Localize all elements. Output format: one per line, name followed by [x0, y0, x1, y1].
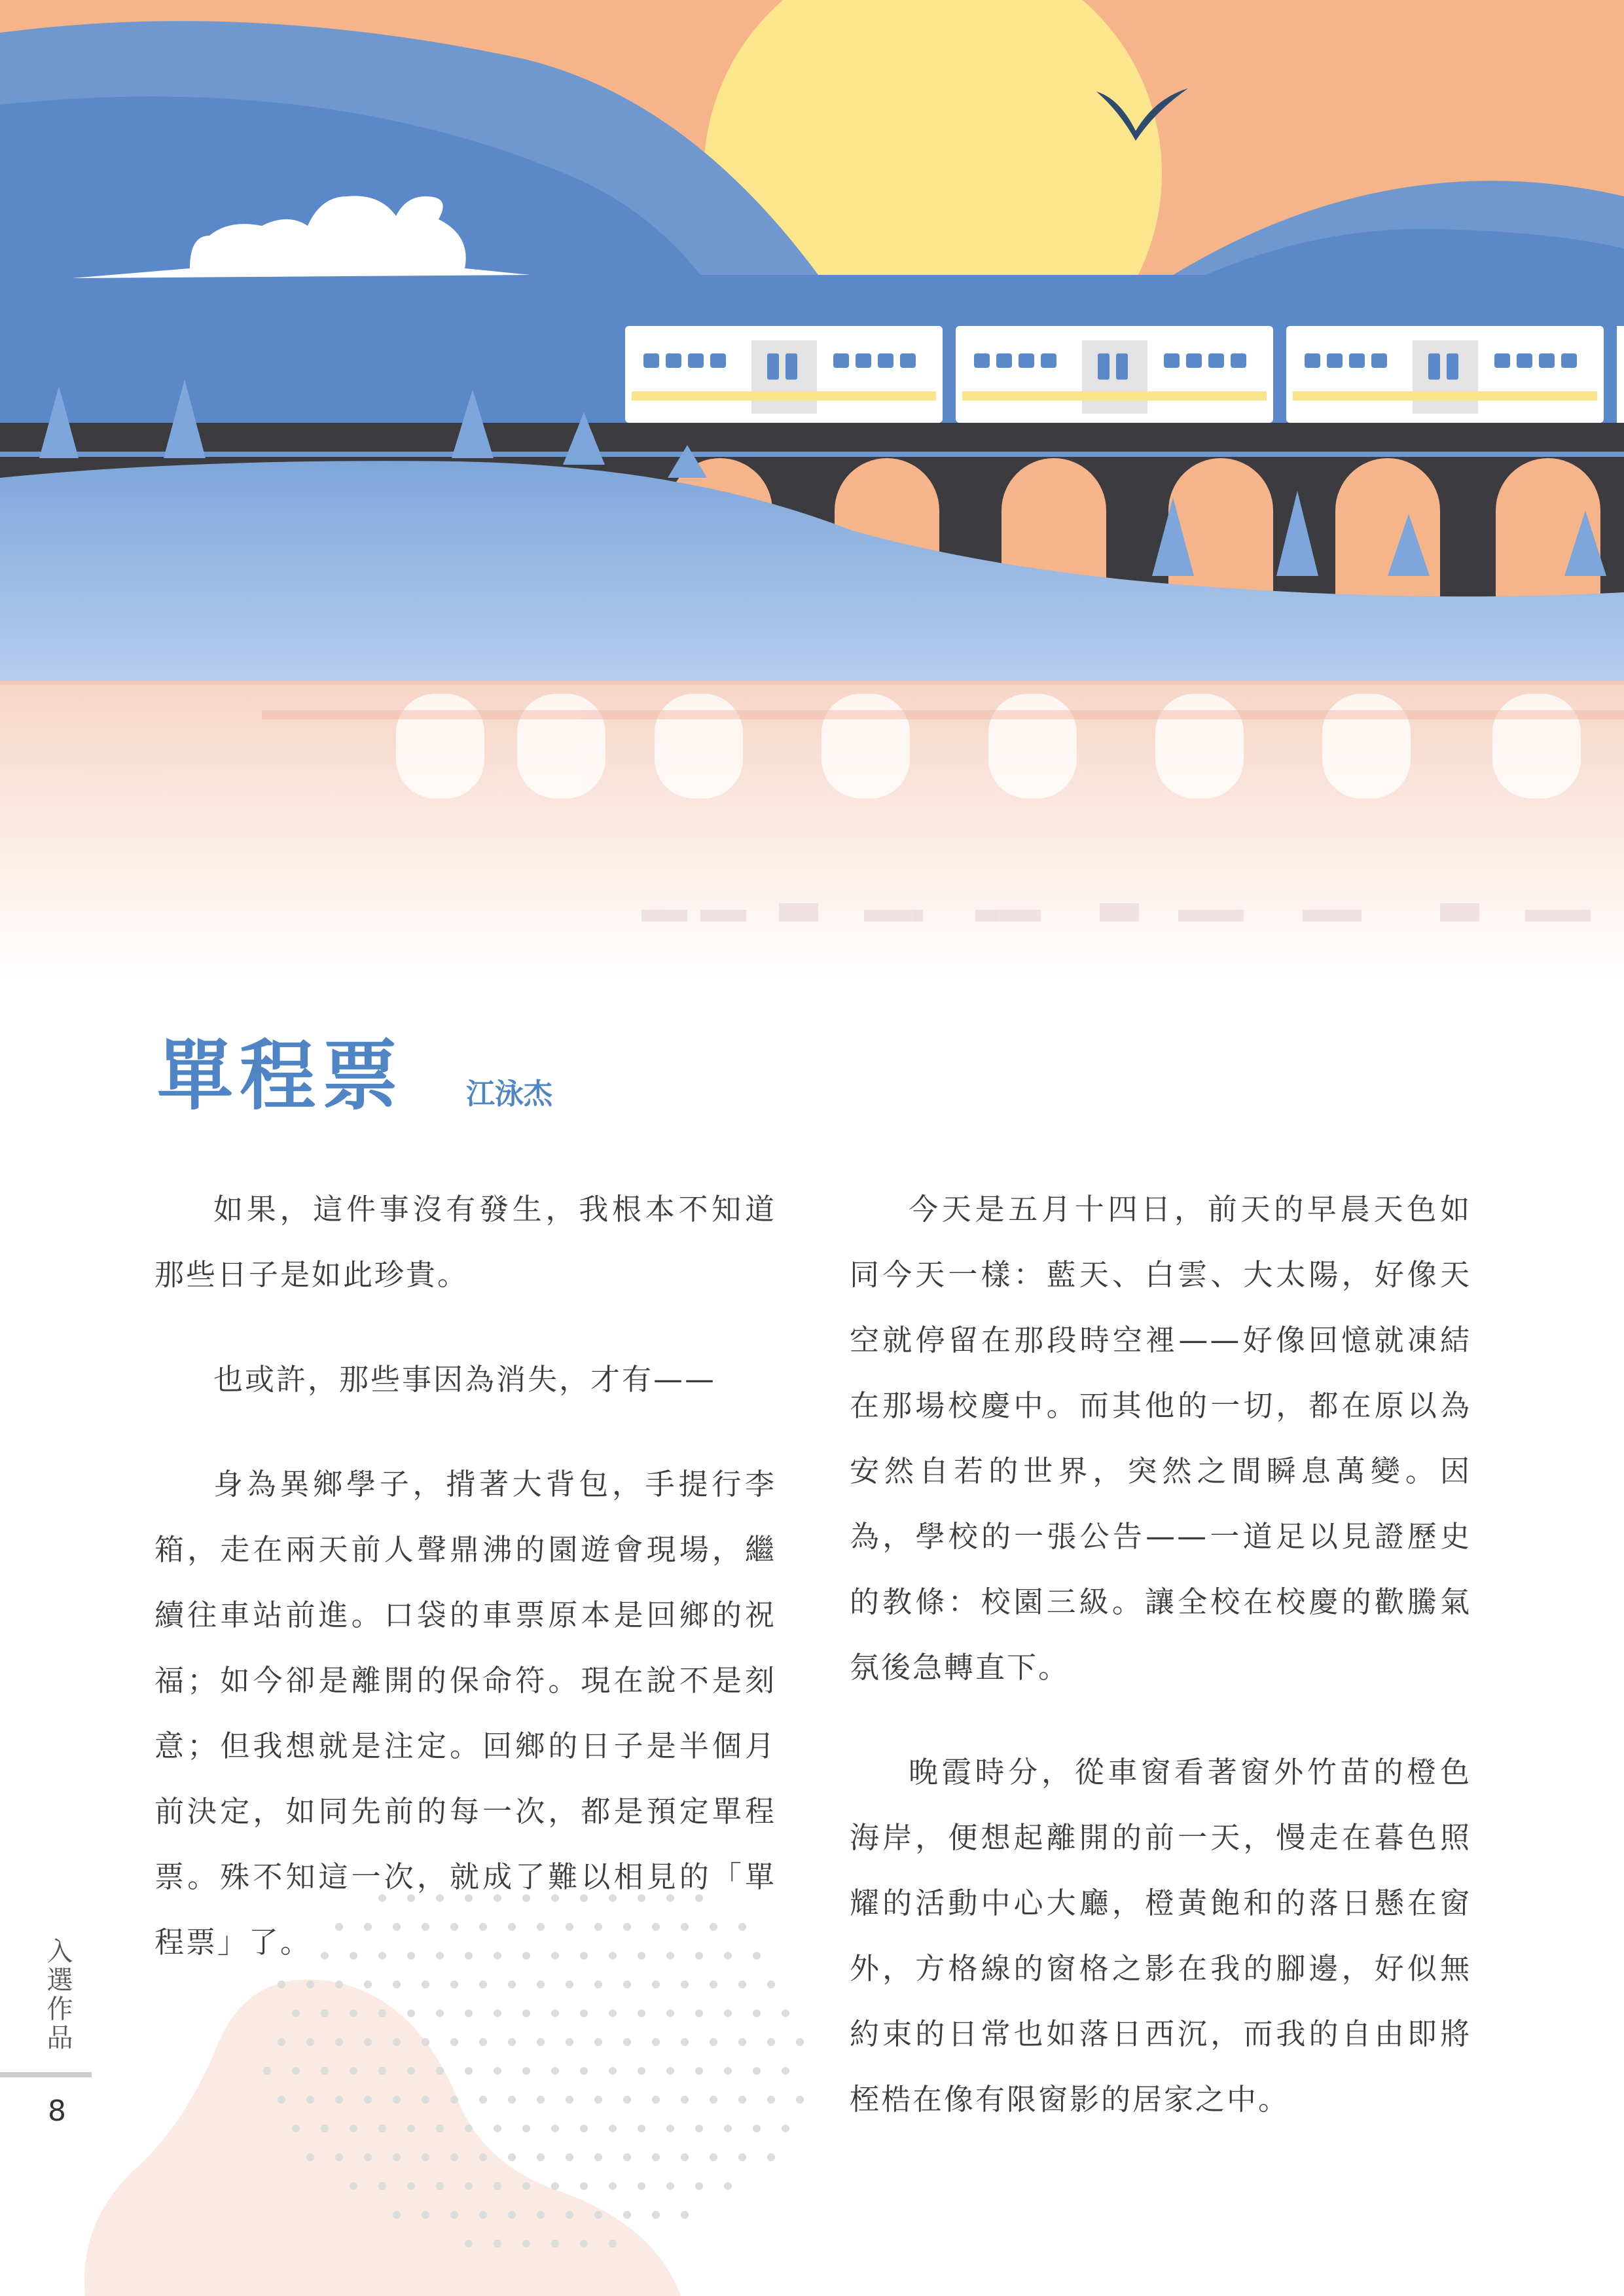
dot [724, 2182, 732, 2190]
dot [566, 2096, 573, 2104]
dot [479, 2211, 487, 2219]
dot [753, 2125, 761, 2132]
dot [278, 2096, 285, 2104]
dot [436, 2182, 444, 2190]
article-title: 單程票 [157, 1032, 405, 1121]
dot [695, 2067, 703, 2075]
paragraph: 身為異鄉學子，揹著大背包，手提行李箱，走在兩天前人聲鼎沸的園遊會現場，繼續往車站前進。口袋的車票原本是回鄉的祝福；如今卻是離開的保命符。現在說不是刻意；但我想就是注定。回鄉的日子是半個月前決定，如同先前的每一次，都是預定單程票。殊不知這一次，就成了難以相見的「單程票」了。 [154, 1467, 776, 1960]
paragraph: 也或許，那些事因為消失，才有—— [213, 1362, 717, 1397]
dot [609, 2182, 617, 2190]
dot [364, 2096, 372, 2104]
dot [537, 2153, 545, 2161]
dot [335, 2096, 343, 2104]
dot [422, 2038, 429, 2046]
dot [450, 2096, 458, 2104]
dot [594, 2096, 602, 2104]
section-label: 入選作品 [43, 1937, 73, 2053]
dot [422, 2211, 429, 2219]
dot [436, 2067, 444, 2075]
dot [594, 2153, 602, 2161]
dot [738, 2096, 746, 2104]
dot [767, 2153, 775, 2161]
dot [494, 2067, 501, 2075]
dot [479, 2038, 487, 2046]
dot [710, 2038, 717, 2046]
dot [580, 2240, 588, 2248]
dot [681, 2211, 689, 2219]
author-name: 江泳杰 [466, 1077, 552, 1111]
dot [594, 2038, 602, 2046]
dot [666, 2125, 674, 2132]
dot [465, 2125, 473, 2132]
dot [450, 2038, 458, 2046]
dot [350, 2182, 357, 2190]
dot [681, 2153, 689, 2161]
dot [623, 2096, 631, 2104]
dot [450, 2153, 458, 2161]
dot [666, 2182, 674, 2190]
dot [321, 2125, 329, 2132]
dot [350, 2125, 357, 2132]
dot [450, 2211, 458, 2219]
dot [479, 2096, 487, 2104]
dot [796, 2038, 804, 2046]
dot [306, 2096, 314, 2104]
dot [393, 2096, 401, 2104]
dot [623, 2038, 631, 2046]
dot [638, 2182, 645, 2190]
paragraph: 如果，這件事沒有發生，我根本不知道那些日子是如此珍貴。 [154, 1192, 776, 1292]
dot [364, 2153, 372, 2161]
page-number: 8 [48, 2094, 66, 2128]
dot [666, 2067, 674, 2075]
dot [522, 2067, 530, 2075]
dot [652, 2211, 660, 2219]
dot [537, 2038, 545, 2046]
dot [782, 2125, 789, 2132]
dot [638, 2125, 645, 2132]
dot [695, 2125, 703, 2132]
dot [364, 2038, 372, 2046]
dot [537, 2096, 545, 2104]
dot [494, 2182, 501, 2190]
dot [580, 2182, 588, 2190]
dot [378, 2067, 386, 2075]
dot [494, 2240, 501, 2248]
hero-illustration [0, 0, 1624, 982]
dot [782, 2009, 789, 2017]
dot [479, 2153, 487, 2161]
divider [0, 2072, 92, 2077]
dot [710, 2096, 717, 2104]
dot [551, 2125, 559, 2132]
dot [522, 2240, 530, 2248]
dot [681, 2038, 689, 2046]
train-illustration [625, 326, 1624, 423]
dot [321, 2067, 329, 2075]
dot [508, 2211, 516, 2219]
dot [306, 2153, 314, 2161]
dot [551, 2240, 559, 2248]
dot [753, 2067, 761, 2075]
dot [609, 2125, 617, 2132]
dot [522, 2125, 530, 2132]
dot [782, 2067, 789, 2075]
dot [508, 2038, 516, 2046]
right-column [850, 1177, 1471, 2172]
dot [638, 2067, 645, 2075]
dot [465, 2182, 473, 2190]
dot [566, 2038, 573, 2046]
dot [537, 2211, 545, 2219]
dot [508, 2153, 516, 2161]
dot [623, 2153, 631, 2161]
dot [292, 2125, 300, 2132]
dot [393, 2038, 401, 2046]
dot [393, 2211, 401, 2219]
dot [767, 2038, 775, 2046]
dot [710, 2153, 717, 2161]
dot [738, 2153, 746, 2161]
dot [407, 2182, 415, 2190]
dot [652, 2096, 660, 2104]
dot [436, 2125, 444, 2132]
dot [465, 2240, 473, 2248]
dot [681, 2096, 689, 2104]
dot [465, 2067, 473, 2075]
dot [407, 2067, 415, 2075]
dot [738, 2038, 746, 2046]
dot [522, 2182, 530, 2190]
dot [263, 2067, 271, 2075]
dot [609, 2067, 617, 2075]
dot [551, 2182, 559, 2190]
dot [580, 2125, 588, 2132]
dot [652, 2038, 660, 2046]
dot [422, 2096, 429, 2104]
dot [580, 2067, 588, 2075]
dot [508, 2096, 516, 2104]
dot [724, 2067, 732, 2075]
dot [551, 2067, 559, 2075]
paragraph: 晚霞時分，從車窗看著窗外竹苗的橙色海岸，便想起離開的前一天，慢走在暮色照耀的活動中心大廳，橙黃飽和的落日懸在窗外，方格線的窗格之影在我的腳邊，好似無約束的日常也如落日西沉，而我的自由即將桎梏在像有限窗影的居家之中。 [850, 1755, 1471, 2117]
dot [566, 2153, 573, 2161]
dot [407, 2125, 415, 2132]
dot [695, 2182, 703, 2190]
dot [335, 2153, 343, 2161]
dot [494, 2125, 501, 2132]
rail [0, 423, 1624, 444]
dot [623, 2211, 631, 2219]
paragraph: 今天是五月十四日，前天的早晨天色如同今天一樣：藍天、白雲、大太陽，好像天空就停留在那段時空裡——好像回憶就凍結在那場校慶中。而其他的一切，都在原以為安然自若的世界，突然之間瞬息萬變。因為，學校的一張公告——一道足以見證歷史的教條：校園三級。讓全校在校慶的歡騰氣氛後急轉直下。 [850, 1192, 1471, 1685]
dot [378, 2182, 386, 2190]
dot [724, 2125, 732, 2132]
dot [609, 2240, 617, 2248]
dot [422, 2153, 429, 2161]
dot [350, 2067, 357, 2075]
left-column [154, 1177, 776, 2015]
dot [378, 2125, 386, 2132]
dot [278, 2038, 285, 2046]
dot [796, 2096, 804, 2104]
dot [335, 2038, 343, 2046]
dot [594, 2211, 602, 2219]
dot [292, 2067, 300, 2075]
dot [652, 2153, 660, 2161]
dot [393, 2153, 401, 2161]
dot [566, 2211, 573, 2219]
dot [306, 2038, 314, 2046]
dot [767, 2096, 775, 2104]
